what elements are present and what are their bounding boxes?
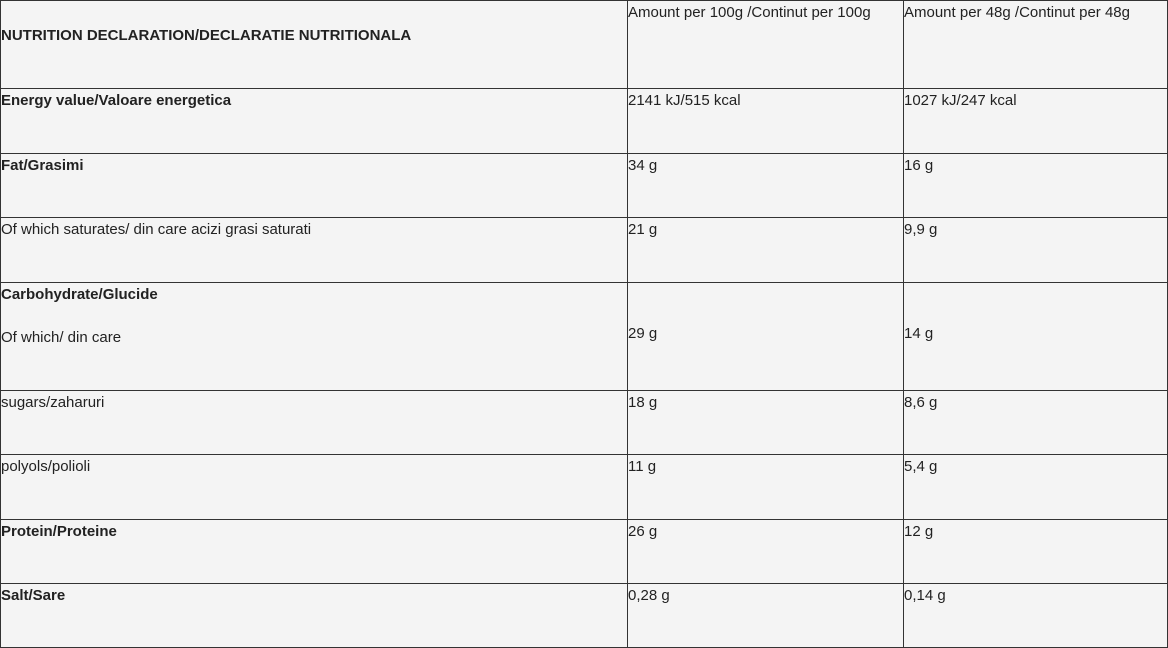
- table-row: [1, 455, 1168, 520]
- value-per-100g: 21 g: [628, 218, 904, 283]
- table-row: [1, 283, 1168, 391]
- table-row: [1, 218, 1168, 283]
- nutrient-label: Protein/Proteine: [1, 520, 628, 584]
- value-per-48g: 14 g: [904, 283, 1168, 391]
- table-row: [1, 520, 1168, 584]
- value-per-100g: 26 g: [628, 520, 904, 584]
- table-row: [1, 391, 1168, 455]
- table-title: NUTRITION DECLARATION/DECLARATIE NUTRITIONALA: [1, 27, 412, 44]
- value-per-48g: 9,9 g: [904, 218, 1168, 283]
- value-per-48g: 16 g: [904, 154, 1168, 218]
- value-per-100g: 18 g: [628, 391, 904, 455]
- value-per-48g: 0,14 g: [904, 584, 1168, 648]
- table-row: [1, 154, 1168, 218]
- value-per-100g: 11 g: [628, 455, 904, 520]
- table-row: [1, 584, 1168, 648]
- value-per-48g: 8,6 g: [904, 391, 1168, 455]
- nutrient-label-cell: [1, 283, 628, 391]
- column-header-per-48g: Amount per 48g /Continut per 48g: [904, 4, 1130, 21]
- nutrient-sublabel: Of which/ din care: [1, 329, 122, 346]
- value-per-100g: 29 g: [628, 283, 904, 391]
- header-per-100g-cell: [628, 1, 904, 89]
- header-title-cell: [1, 1, 628, 89]
- value-per-48g: 5,4 g: [904, 455, 1168, 520]
- value-per-100g: 0,28 g: [628, 584, 904, 648]
- value-per-100g: 34 g: [628, 154, 904, 218]
- nutrient-label: Energy value/Valoare energetica: [1, 89, 628, 154]
- nutrient-label: Salt/Sare: [1, 584, 628, 648]
- nutrient-label: Fat/Grasimi: [1, 154, 628, 218]
- value-per-100g: 2141 kJ/515 kcal: [628, 89, 904, 154]
- table-row: [1, 89, 1168, 154]
- table-header-row: [1, 1, 1168, 89]
- header-per-48g-cell: [904, 1, 1168, 89]
- value-per-48g: 12 g: [904, 520, 1168, 584]
- nutrient-label: polyols/polioli: [1, 455, 628, 520]
- column-header-per-100g: Amount per 100g /Continut per 100g: [628, 4, 871, 21]
- nutrient-label: sugars/zaharuri: [1, 391, 628, 455]
- value-per-48g: 1027 kJ/247 kcal: [904, 89, 1168, 154]
- nutrient-label: Of which saturates/ din care acizi grasi saturati: [1, 218, 628, 283]
- nutrient-label: Carbohydrate/Glucide: [1, 286, 158, 303]
